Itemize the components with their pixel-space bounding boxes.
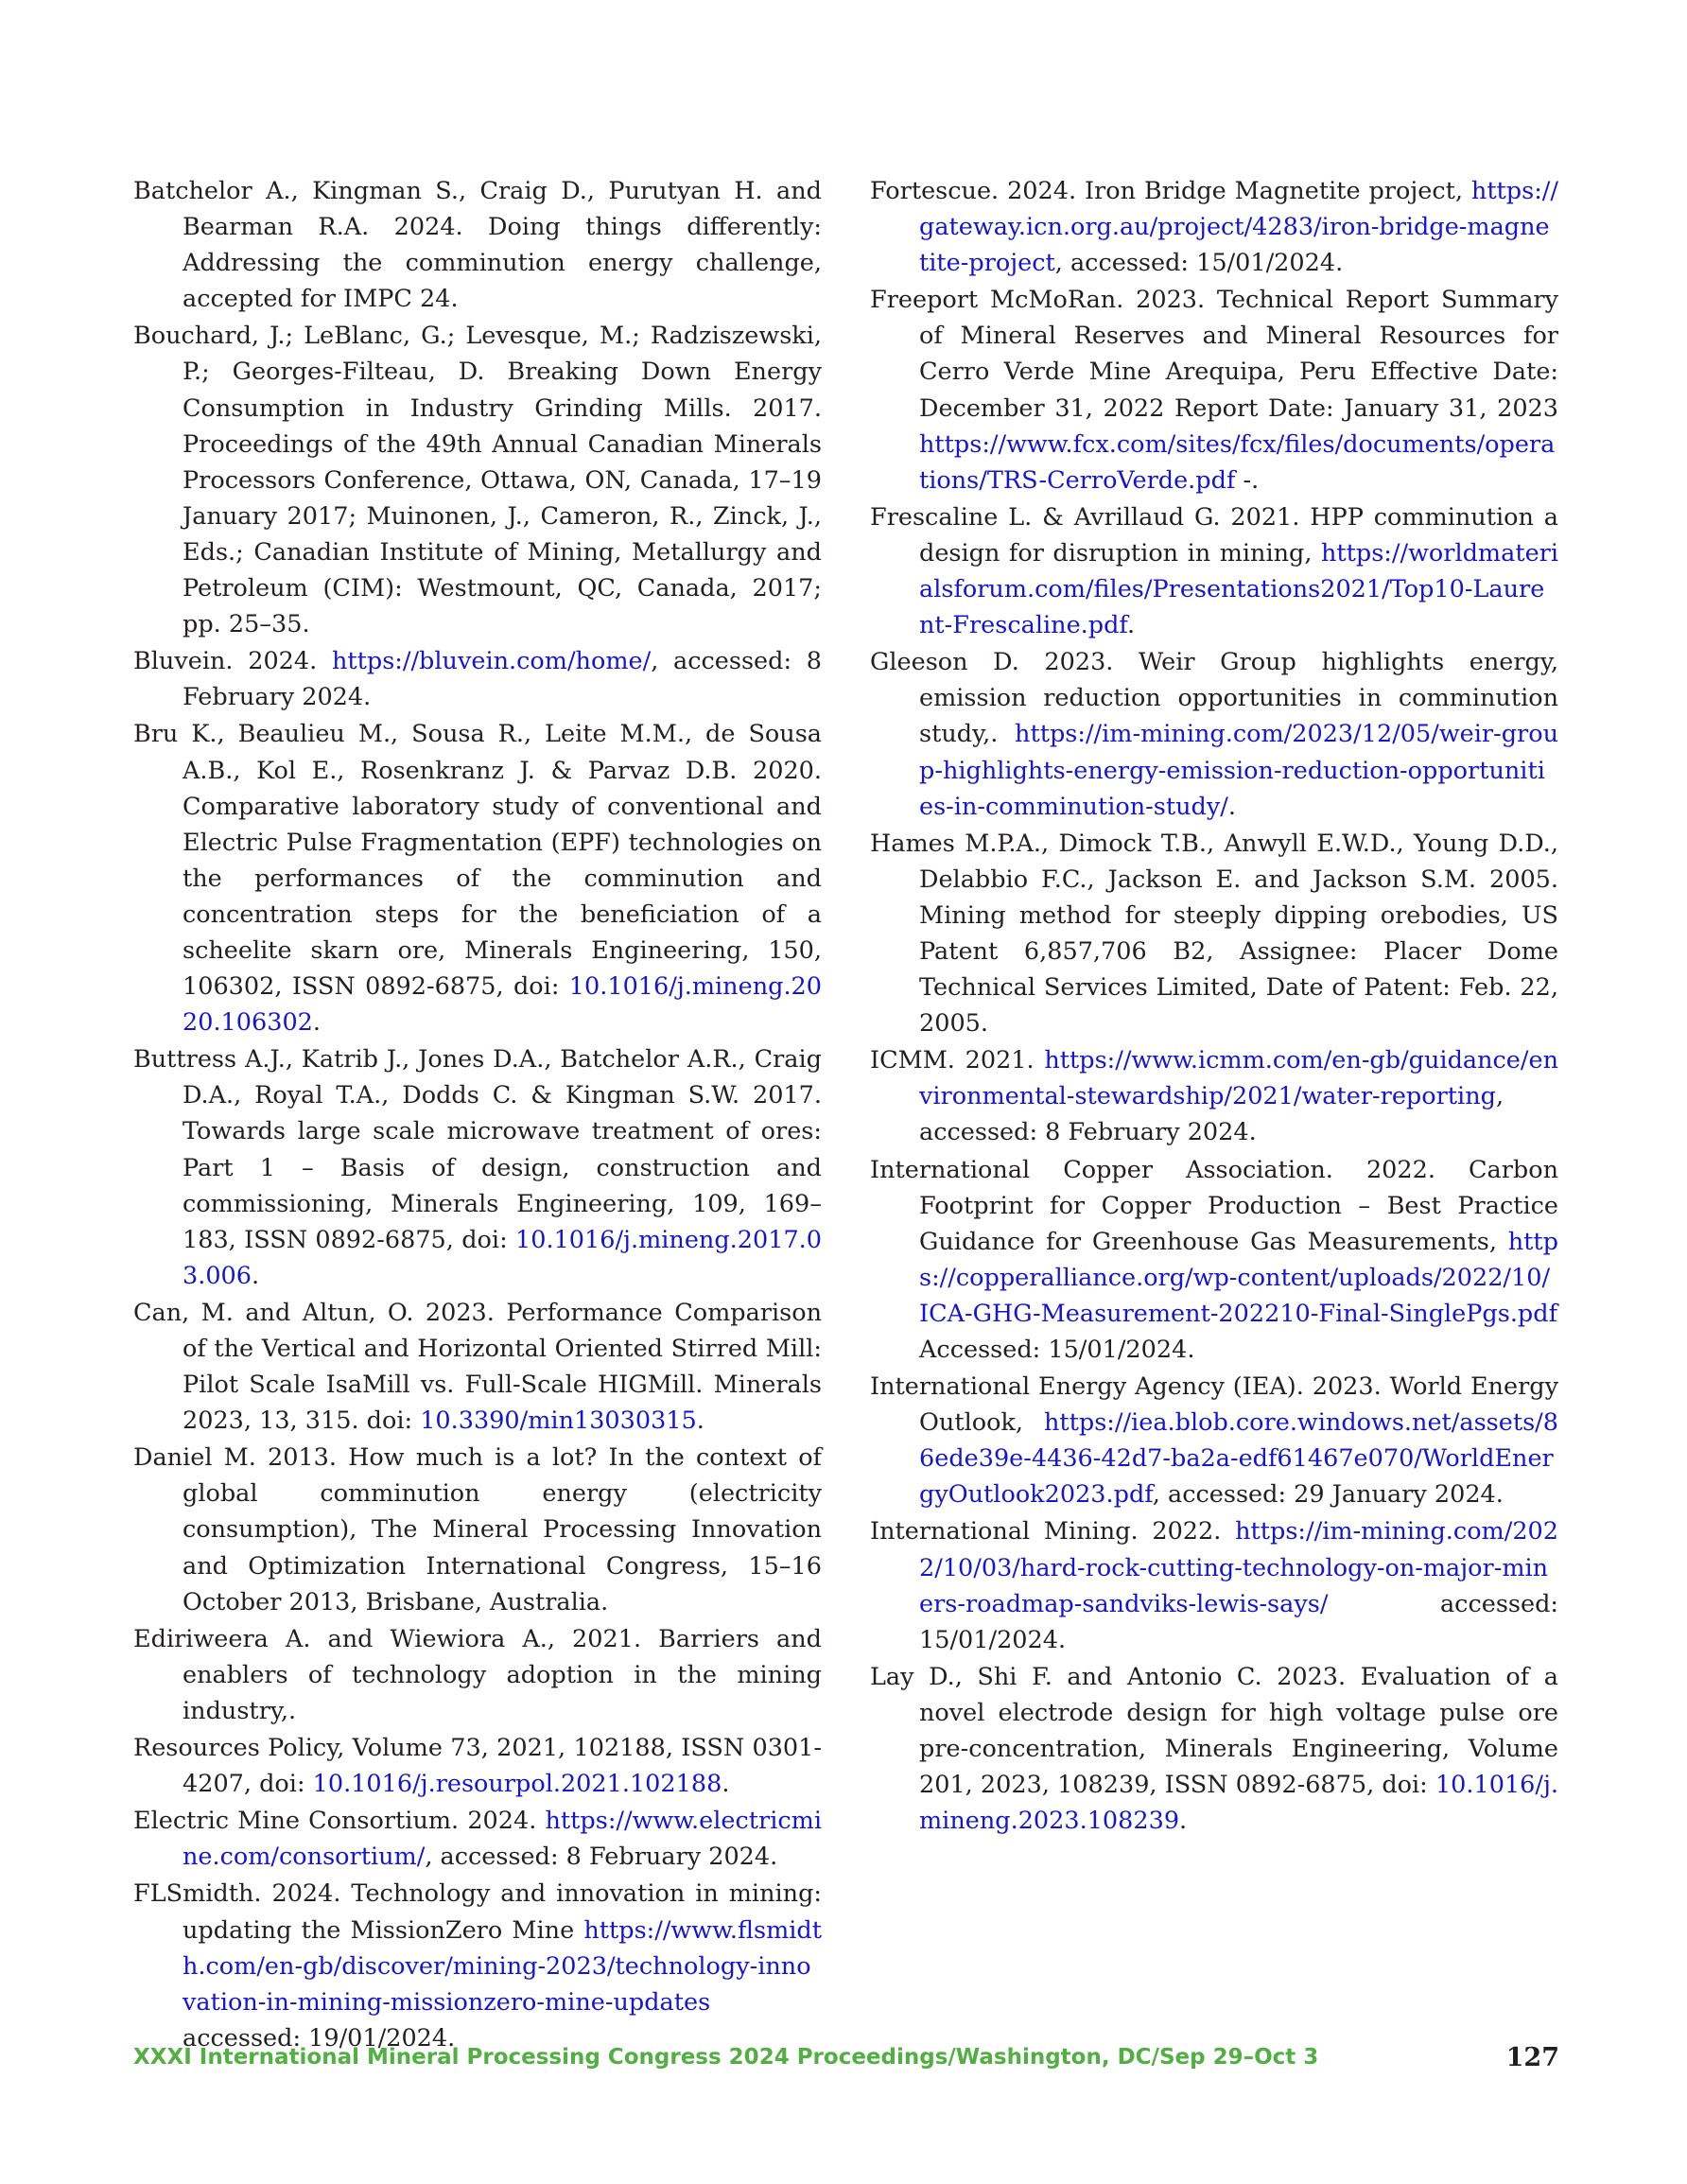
reference-entry: [133, 1041, 822, 1294]
reference-entry: [133, 1621, 822, 1729]
reference-text: Gleeson D. 2023. Weir Group highlights energy, emission reduction opportunities in comminution study,.: [870, 648, 1558, 749]
reference-entry: [870, 644, 1558, 824]
reference-link[interactable]: https://bluvein.com/home/: [331, 647, 652, 676]
reference-text: Batchelor A., Kingman S., Craig D., Purutyan H. and Bearman R.A. 2024. Doing things differently: Addressing the comminution energy challenge, accepted for IMPC 24.: [133, 177, 822, 314]
reference-entry: [870, 1369, 1558, 1512]
reference-text-tail: Accessed: 15/01/2024.: [919, 1336, 1195, 1364]
references-left-column: [133, 173, 822, 2057]
reference-link[interactable]: https://www.fcx.com/sites/fcx/files/documents/operations/TRS-CerroVerde.pdf: [919, 429, 1556, 495]
reference-text-tail: , accessed: 8 February 2024.: [183, 647, 822, 712]
reference-link[interactable]: 10.3390/min13030315: [420, 1406, 697, 1436]
reference-text-tail: .: [722, 1770, 730, 1799]
reference-text: Frescaline L. & Avrillaud G. 2021. HPP comminution a design for disruption in mining,: [870, 502, 1558, 568]
reference-text-tail: accessed: 19/01/2024.: [183, 2023, 456, 2053]
reference-entry: [870, 1659, 1558, 1839]
reference-text: Bluvein. 2024.: [133, 647, 332, 676]
reference-text: Ediriweera A. and Wiewiora A., 2021. Barriers and enablers of technology adoption in the mining industry,.: [133, 1624, 822, 1725]
reference-entry: [133, 1440, 822, 1619]
footer-conference-title: XXXI International Mineral Processing Congress 2024 Proceedings/Washington, DC/Sep 29–Oct 3: [133, 2045, 1319, 2070]
reference-entry: [133, 643, 822, 715]
reference-text: FLSmidth. 2024. Technology and innovation in mining: updating the MissionZero Mine: [133, 1879, 822, 1945]
references-right-column: [870, 173, 1558, 1840]
reference-entry: [133, 1876, 822, 2055]
reference-text: Buttress A.J., Katrib J., Jones D.A., Batchelor A.R., Craig D.A., Royal T.A., Dodds C. & Kingman S.W. 2017. Towards large scale microwave treatment of ores: Part 1 – Basis of design, construction and commissioning, Minerals Engineering, 109, 169–183, ISSN 0892-6875, doi:: [133, 1045, 822, 1254]
reference-link[interactable]: https://im-mining.com/2023/12/05/weir-group-highlights-energy-emission-reduction-opportunities-in-comminution-study/: [919, 720, 1558, 821]
reference-text: Fortescue. 2024. Iron Bridge Magnetite project,: [870, 177, 1471, 205]
reference-text: Resources Policy, Volume 73, 2021, 102188, ISSN 0301-4207, doi:: [133, 1734, 822, 1799]
reference-entry: [133, 716, 822, 1040]
reference-text-tail: , accessed: 15/01/2024.: [1054, 249, 1344, 278]
reference-entry: [133, 173, 822, 317]
reference-entry: [870, 282, 1558, 498]
reference-text: ICMM. 2021.: [870, 1046, 1045, 1075]
reference-text: International Energy Agency (IEA). 2023. World Energy Outlook,: [870, 1372, 1558, 1438]
reference-text-tail: .: [252, 1261, 260, 1290]
reference-text-tail: , accessed: 8 February 2024.: [919, 1082, 1504, 1147]
reference-text-tail: .: [1126, 611, 1136, 640]
reference-entry: [870, 1042, 1558, 1150]
reference-text: Lay D., Shi F. and Antonio C. 2023. Evaluation of a novel electrode design for high voltage pulse ore pre-concentration, Minerals Engineering, Volume 201, 2023, 108239, ISSN 0892-6875, doi:: [870, 1662, 1558, 1800]
reference-text: International Copper Association. 2022. Carbon Footprint for Copper Production – Best Practice Guidance for Greenhouse Gas Measurements,: [870, 1155, 1558, 1256]
reference-entry: [870, 499, 1558, 643]
reference-text: Daniel M. 2013. How much is a lot? In the context of global comminution energy (electricity consumption), The Mineral Processing Innovation and Optimization International Congress, 15–16 October 2013, Brisbane, Australia.: [133, 1443, 822, 1616]
reference-text: Bru K., Beaulieu M., Sousa R., Leite M.M., de Sousa A.B., Kol E., Rosenkranz J. & Parvaz D.B. 2020. Comparative laboratory study of conventional and Electric Pulse Fragmentation (EPF) technologies on the performances of the comminution and concentration steps for the beneficiation of a scheelite skarn ore, Minerals Engineering, 150, 106302, ISSN 0892-6875, doi:: [133, 720, 822, 1002]
reference-link[interactable]: https://www.icmm.com/en-gb/guidance/environmental-stewardship/2021/water-reporting: [919, 1046, 1558, 1111]
reference-text: Electric Mine Consortium. 2024.: [133, 1807, 546, 1836]
reference-text: Can, M. and Altun, O. 2023. Performance Comparison of the Vertical and Horizontal Oriented Stirred Mill: Pilot Scale IsaMill vs. Full-Scale HIGMill. Minerals 2023, 13, 315. doi:: [133, 1298, 822, 1436]
reference-link[interactable]: 10.1016/j.resourpol.2021.102188: [312, 1770, 722, 1799]
reference-text: Freeport McMoRan. 2023. Technical Report Summary of Mineral Reserves and Mineral Resources for Cerro Verde Mine Arequipa, Peru Effective Date: December 31, 2022 Report Date: January 31, 2023: [870, 286, 1558, 423]
reference-link[interactable]: https://www.electricmine.com/consortium/: [183, 1807, 822, 1872]
reference-link[interactable]: https://www.flsmidth.com/en-gb/discover/mining-2023/technology-innovation-in-mining-missionzero-mine-updates: [183, 1915, 822, 2017]
page-footer: [133, 2045, 1559, 2077]
reference-entry: [870, 173, 1558, 281]
reference-text-tail: .: [1179, 1807, 1188, 1836]
reference-link[interactable]: 10.1016/j.mineng.2023.108239: [919, 1771, 1558, 1836]
reference-text-tail: -.: [1235, 465, 1260, 495]
reference-text-tail: .: [312, 1008, 322, 1038]
reference-text-tail: .: [696, 1406, 704, 1436]
reference-text-tail: , accessed: 8 February 2024.: [425, 1843, 778, 1872]
reference-entry: [870, 1152, 1558, 1369]
reference-entry: [870, 1513, 1558, 1657]
reference-text: International Mining. 2022.: [870, 1517, 1236, 1546]
reference-entry: [133, 1295, 822, 1439]
reference-entry: [870, 826, 1558, 1042]
reference-text-tail: , accessed: 29 January 2024.: [1152, 1480, 1504, 1510]
reference-text-tail: .: [1227, 792, 1236, 821]
reference-text-tail: accessed: 15/01/2024.: [919, 1589, 1558, 1654]
reference-entry: [133, 1803, 822, 1875]
reference-text: Hames M.P.A., Dimock T.B., Anwyll E.W.D., Young D.D., Delabbio F.C., Jackson E. and Jackson S.M. 2005. Mining method for steeply dipping orebodies, US Patent 6,857,706 B2, Assignee: Placer Dome Technical Services Limited, Date of Patent: Feb. 22, 2005.: [870, 829, 1558, 1039]
reference-entry: [133, 1730, 822, 1802]
reference-link[interactable]: 10.1016/j.mineng.2017.03.006: [183, 1225, 822, 1290]
reference-link[interactable]: 10.1016/j.mineng.2020.106302: [183, 972, 822, 1038]
reference-link[interactable]: https://gateway.icn.org.au/project/4283/iron-bridge-magnetite-project: [919, 177, 1558, 278]
reference-link[interactable]: https://iea.blob.core.windows.net/assets/86ede39e-4436-42d7-ba2a-edf61467e070/WorldEnergyOutlook2023.pdf: [919, 1408, 1558, 1510]
reference-entry: [133, 318, 822, 642]
reference-link[interactable]: https://im-mining.com/2022/10/03/hard-rock-cutting-technology-on-major-miners-roadmap-sandviks-lewis-says/: [919, 1517, 1558, 1618]
reference-text: Bouchard, J.; LeBlanc, G.; Levesque, M.; Radziszewski, P.; Georges-Filteau, D. Breaking Down Energy Consumption in Industry Grinding Mills. 2017. Proceedings of the 49th Annual Canadian Minerals Processors Conference, Ottawa, ON, Canada, 17–19 January 2017; Muinonen, J., Cameron, R., Zinck, J., Eds.; Canadian Institute of Mining, Metallurgy and Petroleum (CIM): Westmount, QC, Canada, 2017; pp. 25–35.: [133, 322, 822, 639]
reference-link[interactable]: https://worldmaterialsforum.com/files/Presentations2021/Top10-Laurent-Frescaline.pdf: [919, 538, 1558, 640]
reference-link[interactable]: https://copperalliance.org/wp-content/uploads/2022/10/ICA-GHG-Measurement-202210-Final-SinglePgs.pdf: [919, 1227, 1558, 1328]
page-number: 127: [1505, 2043, 1559, 2072]
